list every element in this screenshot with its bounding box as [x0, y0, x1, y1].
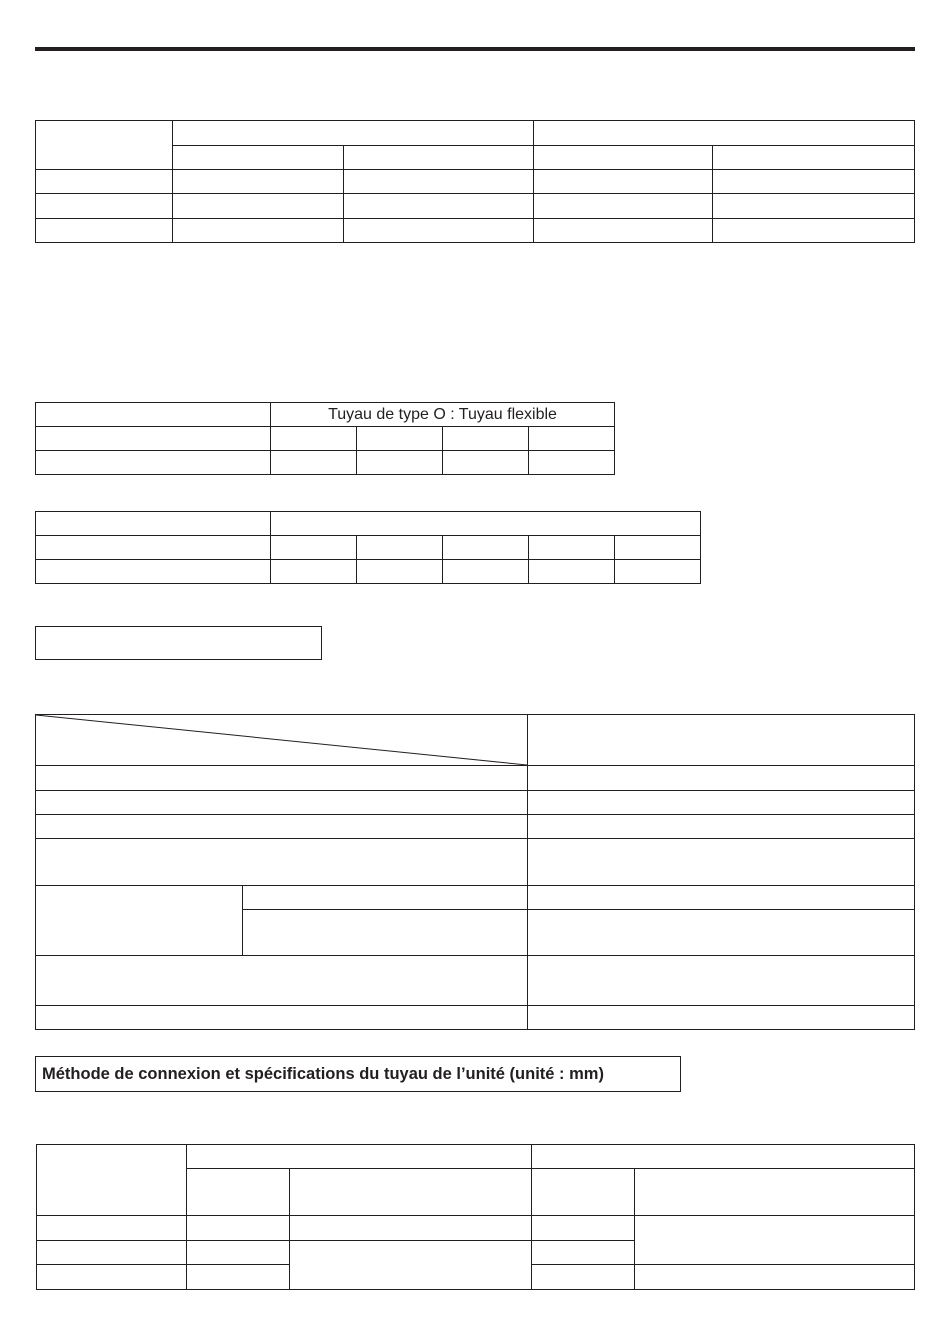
connection-table-subheader — [532, 1169, 635, 1216]
table-row — [36, 194, 915, 219]
table-3-header — [271, 512, 701, 536]
connection-table-group-header — [532, 1145, 915, 1169]
table-row — [36, 170, 915, 194]
connection-section-heading: Méthode de connexion et spécifications du tuyau de l’unité (unité : mm) — [35, 1056, 681, 1092]
connection-table-corner — [37, 1145, 187, 1216]
diagonal-line — [36, 715, 527, 765]
merged-cell — [290, 1241, 532, 1290]
table-row — [36, 886, 915, 910]
specifications-header — [528, 715, 915, 766]
table-1-subheader — [173, 146, 344, 170]
table-row — [36, 791, 915, 815]
top-rule — [35, 47, 915, 51]
table-3 — [35, 511, 701, 584]
table-row — [36, 815, 915, 839]
grouped-row-label — [36, 886, 243, 956]
table-1-subheader — [344, 146, 534, 170]
table-3-corner — [36, 512, 271, 536]
table-1-corner-cell — [36, 121, 173, 170]
connection-table-subheader — [290, 1169, 532, 1216]
tube-type-table — [35, 402, 615, 475]
diagonal-header-cell — [36, 715, 528, 766]
table-row — [36, 427, 615, 451]
connection-table — [36, 1144, 915, 1290]
merged-cell — [635, 1216, 915, 1265]
table-row — [36, 1006, 915, 1030]
table-row — [37, 1216, 915, 1241]
tube-type-header: Tuyau de type O : Tuyau flexible — [271, 403, 615, 427]
table-1-subheader — [713, 146, 915, 170]
tube-type-table-corner — [36, 403, 271, 427]
table-row — [36, 451, 615, 475]
connection-table-group-header — [187, 1145, 532, 1169]
table-1-subheader — [534, 146, 713, 170]
table-row — [36, 766, 915, 791]
table-row — [36, 560, 701, 584]
connection-table-subheader — [187, 1169, 290, 1216]
table-row — [36, 839, 915, 886]
table-1 — [35, 120, 915, 243]
table-1-group-header — [173, 121, 534, 146]
connection-table-subheader — [635, 1169, 915, 1216]
specifications-table — [35, 714, 915, 1030]
table-row — [36, 536, 701, 560]
table-1-group-header — [534, 121, 915, 146]
empty-label-box — [35, 626, 322, 660]
table-row — [36, 219, 915, 243]
table-row — [36, 956, 915, 1006]
